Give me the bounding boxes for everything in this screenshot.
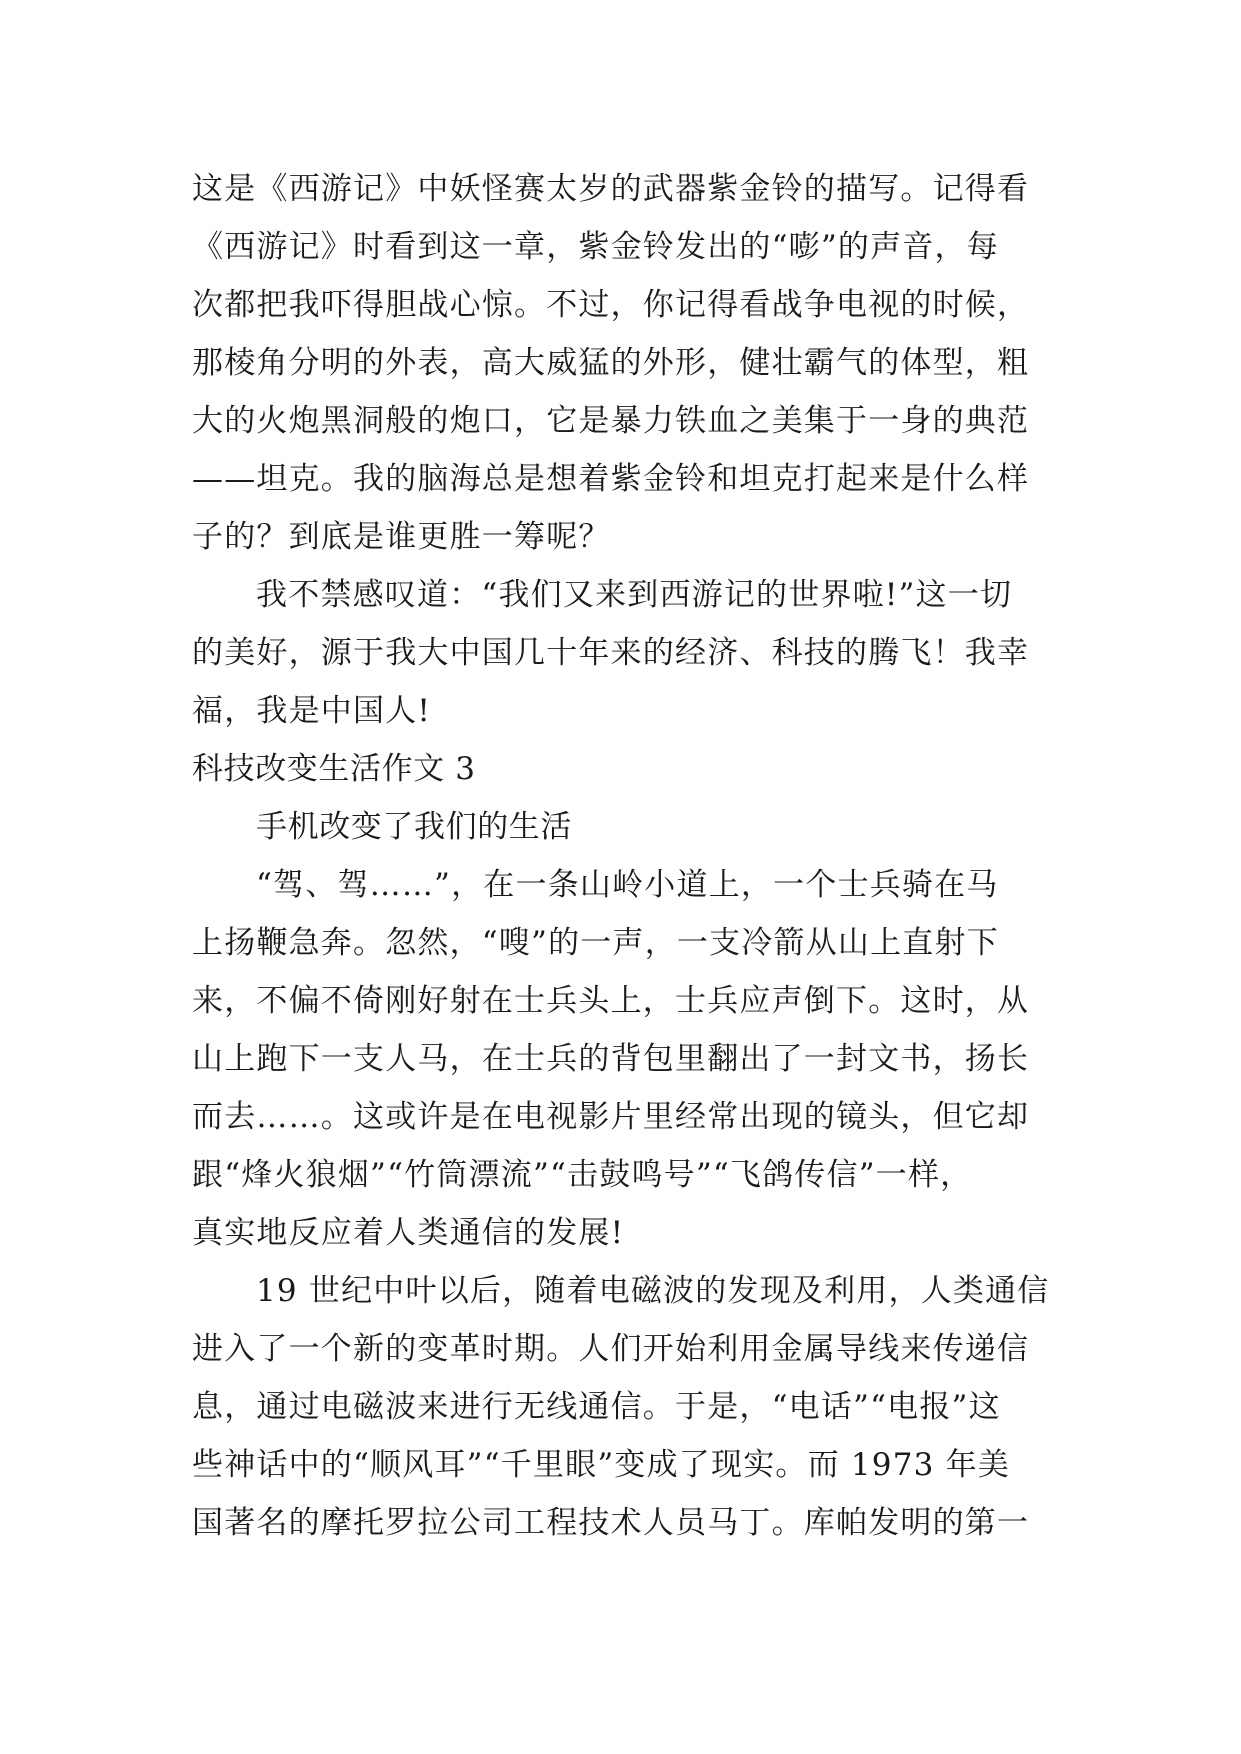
paragraph-line: 我不禁感叹道：“我们又来到西游记的世界啦!”这一切 — [256, 577, 1013, 613]
section-heading: 科技改变生活作文 3 — [192, 751, 476, 787]
paragraph-line: 而去……。这或许是在电视影片里经常出现的镜头，但它却 — [192, 1099, 1030, 1135]
paragraph-line: 国著名的摩托罗拉公司工程技术人员马丁。库帕发明的第一 — [192, 1505, 1030, 1541]
paragraph-line: 上扬鞭急奔。忽然，“嗖”的一声，一支冷箭从山上直射下 — [192, 925, 999, 961]
paragraph-line: 《西游记》时看到这一章，紫金铃发出的“嘭”的声音，每 — [192, 229, 999, 265]
paragraph-line: 息，通过电磁波来进行无线通信。于是，“电话”“电报”这 — [192, 1389, 1001, 1425]
essay-title: 手机改变了我们的生活 — [256, 809, 572, 845]
paragraph-line: 来，不偏不倚刚好射在士兵头上，士兵应声倒下。这时，从 — [192, 983, 1030, 1019]
paragraph-line: 跟“烽火狼烟”“竹筒漂流”“击鼓鸣号”“飞鸽传信”一样， — [192, 1157, 973, 1193]
paragraph-line: 山上跑下一支人马，在士兵的背包里翻出了一封文书，扬长 — [192, 1041, 1030, 1077]
paragraph-line: 次都把我吓得胆战心惊。不过，你记得看战争电视的时候， — [192, 287, 1030, 323]
paragraph-line: 的美好，源于我大中国几十年来的经济、科技的腾飞！我幸 — [192, 635, 1030, 671]
paragraph-line: 大的火炮黑洞般的炮口，它是暴力铁血之美集于一身的典范 — [192, 403, 1030, 439]
paragraph-line: 进入了一个新的变革时期。人们开始利用金属导线来传递信 — [192, 1331, 1030, 1367]
paragraph-line: 这是《西游记》中妖怪赛太岁的武器紫金铃的描写。记得看 — [192, 171, 1030, 207]
paragraph-line: 些神话中的“顺风耳”“千里眼”变成了现实。而 1973 年美 — [192, 1447, 1010, 1483]
paragraph-line: ——坦克。我的脑海总是想着紫金铃和坦克打起来是什么样 — [192, 461, 1030, 497]
essay-text — [192, 160, 1072, 1552]
paragraph-line: 子的？到底是谁更胜一筹呢？ — [192, 519, 611, 555]
paragraph-line: 福，我是中国人! — [192, 693, 432, 729]
paragraph-line: “驾、驾……”，在一条山岭小道上，一个士兵骑在马 — [256, 867, 999, 903]
paragraph-line: 19 世纪中叶以后，随着电磁波的发现及利用，人类通信 — [256, 1273, 1050, 1309]
paragraph-line: 真实地反应着人类通信的发展! — [192, 1215, 625, 1251]
paragraph-line: 那棱角分明的外表，高大威猛的外形，健壮霸气的体型，粗 — [192, 345, 1030, 381]
